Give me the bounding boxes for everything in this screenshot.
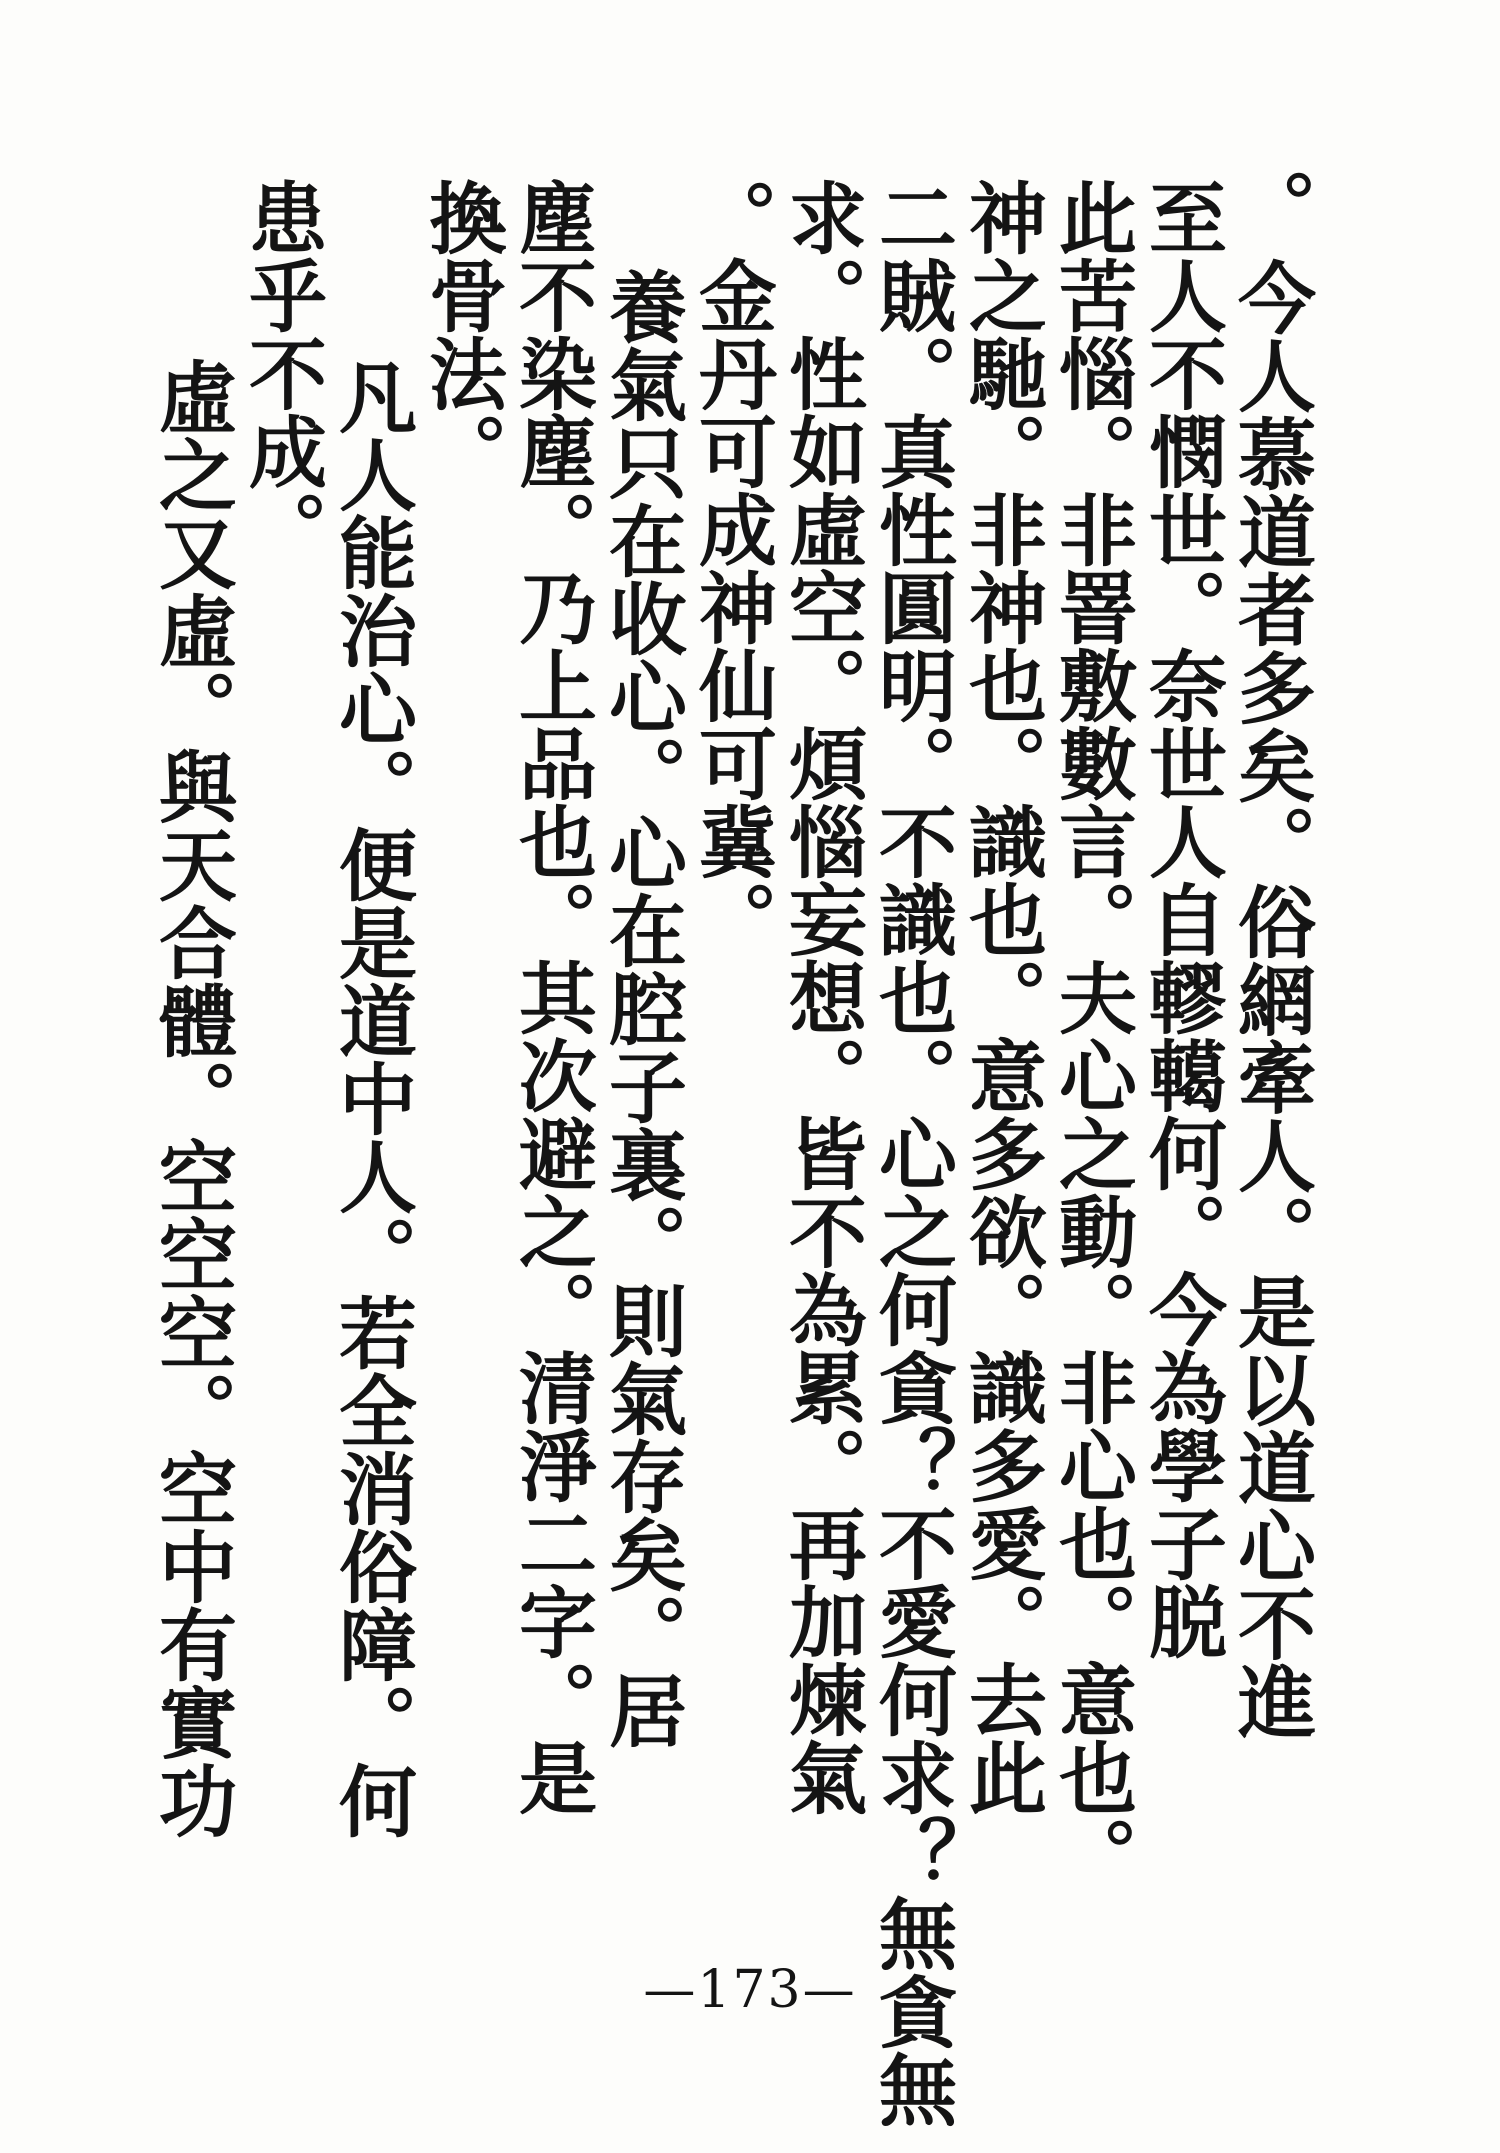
- text-column-12: 患乎不成。: [236, 178, 327, 568]
- text-column-9: 塵不染塵。乃上品也。其次避之。清淨二字。是: [506, 178, 597, 1816]
- text-column-8: 養氣只在收心。心在腔子裏。則氣存矣。居: [596, 267, 687, 1749]
- page-number: —173—: [643, 1960, 857, 2020]
- text-column-10: 換骨法。: [416, 178, 507, 490]
- text-column-5: 二賊。真性圓明。不識也。心之何貪？不愛何求？無貪無: [866, 178, 957, 2128]
- text-column-13: 虛之又虛。與天合體。空空空。空中有實功: [146, 357, 237, 1839]
- text-column-4: 神之馳。非神也。識也。意多欲。識多愛。去此: [956, 178, 1047, 1816]
- text-column-2: 至人不憫世。奈世人自轇轕何。今為學子脱: [1136, 178, 1227, 1660]
- text-column-7: 。金丹可成神仙可冀。: [686, 178, 777, 958]
- text-column-11: 凡人能治心。便是道中人。若全消俗障。何: [326, 357, 417, 1839]
- text-column-1: 。: [1225, 168, 1316, 246]
- text-column-1b: 今人慕道者多矣。俗網牽人。是以道心不進: [1225, 258, 1316, 1740]
- text-column-3: 此苦惱。非罯敷數言。夫心之動。非心也。意也。: [1046, 178, 1137, 1894]
- text-column-6: 求。性如虛空。煩惱妄想。皆不為累。再加煉氣: [776, 178, 867, 1816]
